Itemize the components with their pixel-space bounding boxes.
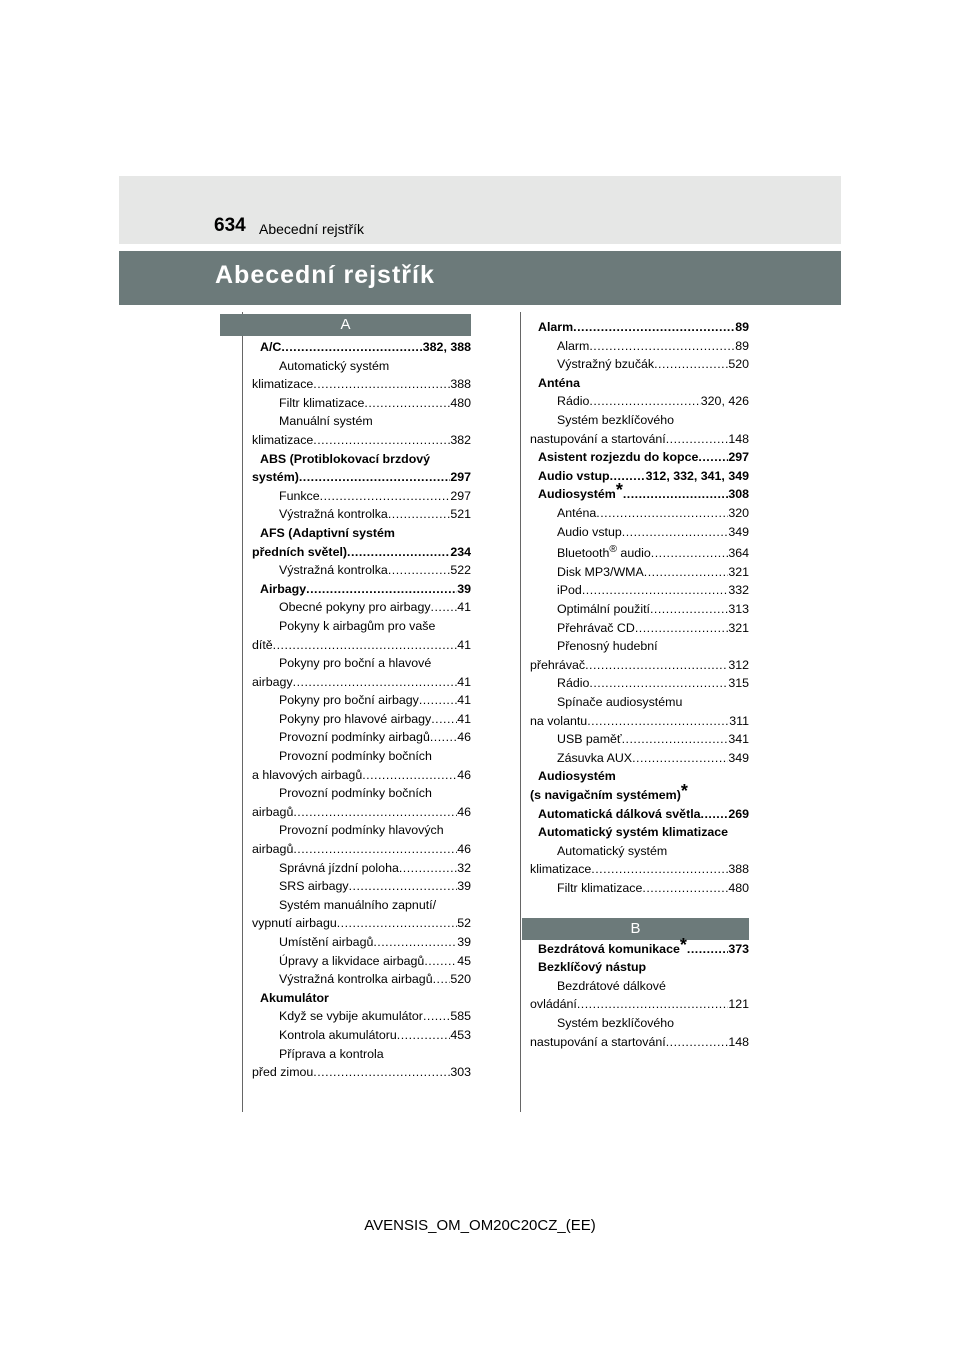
dot-leader xyxy=(273,636,458,655)
entry-term: Automatická dálková světla xyxy=(538,806,701,821)
page-reference: 332 xyxy=(728,583,749,598)
index-entry xyxy=(530,934,749,959)
index-entry xyxy=(530,619,749,638)
dot-leader xyxy=(293,673,458,692)
index-entry xyxy=(252,505,471,524)
entry-term: systém) xyxy=(252,470,299,485)
dot-leader xyxy=(642,879,728,898)
section-banner xyxy=(119,251,841,305)
entry-term: Audio vstup xyxy=(557,524,622,539)
entry-term: Filtr klimatizace xyxy=(557,880,643,895)
page-reference: 480 xyxy=(450,395,471,410)
dot-leader xyxy=(430,728,457,747)
dot-leader xyxy=(596,504,728,523)
index-entry xyxy=(252,766,471,785)
dot-leader xyxy=(644,563,729,582)
dot-leader xyxy=(687,940,728,959)
dot-leader xyxy=(431,710,457,729)
entry-term: Anténa xyxy=(557,505,597,520)
entry-term: Systém bezklíčového xyxy=(557,1015,675,1030)
entry-term: Optimální použití xyxy=(557,602,650,617)
index-entry-text xyxy=(252,412,471,431)
running-title: Abecední rejstřík xyxy=(259,221,365,237)
page-reference: 121 xyxy=(728,997,749,1012)
entry-term: Bezklíčový nástup xyxy=(538,960,647,975)
dot-leader xyxy=(281,338,422,357)
entry-term: Audiosystém xyxy=(538,769,616,784)
entry-term: Alarm xyxy=(557,338,590,353)
dot-leader xyxy=(349,877,458,896)
index-entry xyxy=(252,877,471,896)
index-entry xyxy=(252,580,471,599)
dot-leader xyxy=(423,1007,450,1026)
index-entry-text xyxy=(530,977,749,996)
entry-term: Akumulátor xyxy=(260,990,329,1005)
entry-term: Pokyny pro boční airbagy xyxy=(279,693,419,708)
page-reference: 41 xyxy=(457,711,471,726)
index-entry xyxy=(252,561,471,580)
index-entry xyxy=(530,749,749,768)
index-entry-text xyxy=(530,637,749,656)
dot-leader xyxy=(573,318,735,337)
entry-term: airbagů xyxy=(252,842,294,857)
index-entry xyxy=(530,879,749,898)
index-entry xyxy=(252,431,471,450)
index-entry xyxy=(530,995,749,1014)
page-reference: 520 xyxy=(728,357,749,372)
page-reference: 52 xyxy=(457,916,471,931)
entry-term: Provozní podmínky bočních xyxy=(279,786,432,801)
dot-leader xyxy=(293,840,457,859)
page-reference: 521 xyxy=(450,507,471,522)
page-reference: 89 xyxy=(735,320,749,334)
page-reference: 41 xyxy=(457,674,471,689)
entry-term: Výstražná kontrolka xyxy=(279,563,388,578)
dot-leader xyxy=(632,749,728,768)
page-reference: 349 xyxy=(728,750,749,765)
entry-term: Pokyny pro boční a hlavové xyxy=(279,656,432,671)
entry-term: vypnutí airbagu xyxy=(252,916,337,931)
index-entry-text xyxy=(252,821,471,840)
entry-term: USB paměť xyxy=(557,732,622,747)
index-entry xyxy=(530,448,749,467)
index-entry xyxy=(530,805,749,824)
entry-term: Alarm xyxy=(538,320,574,334)
index-entry-text xyxy=(252,617,471,636)
index-entry-text xyxy=(252,1045,471,1064)
page-reference: 45 xyxy=(457,953,471,968)
dot-leader xyxy=(337,914,457,933)
page-reference: 315 xyxy=(728,676,749,691)
entry-term: Automatický systém klimatizace xyxy=(538,825,729,840)
index-entry xyxy=(252,598,471,617)
entry-term: přehrávač xyxy=(530,657,586,672)
section-title: Abecední rejstřík xyxy=(215,261,435,289)
dot-leader xyxy=(293,803,457,822)
dot-leader xyxy=(362,766,457,785)
entry-term: Rádio xyxy=(557,676,590,691)
dot-leader xyxy=(320,487,451,506)
entry-term: Disk MP3/WMA xyxy=(557,564,644,579)
dot-leader xyxy=(651,544,729,563)
dot-leader xyxy=(388,505,451,524)
index-entry xyxy=(252,1026,471,1045)
entry-term: Airbagy xyxy=(260,581,307,596)
index-entry xyxy=(252,914,471,933)
index-entry xyxy=(252,468,471,487)
page-reference: 234 xyxy=(450,544,471,559)
entry-term: Filtr klimatizace xyxy=(279,395,365,410)
page-reference: 148 xyxy=(728,431,749,446)
entry-term: a hlavových airbagů xyxy=(252,767,363,782)
index-entry xyxy=(530,392,749,411)
entry-term: Systém bezklíčového xyxy=(557,412,675,427)
entry-term: Anténa xyxy=(538,375,580,390)
entry-term: nastupování a startování xyxy=(530,431,666,446)
index-entry xyxy=(530,581,749,600)
superscript-mark: ® xyxy=(609,544,617,556)
entry-term: iPod xyxy=(557,583,582,598)
index-entry-text xyxy=(252,654,471,673)
dot-leader xyxy=(654,355,728,374)
page-reference: 388 xyxy=(728,862,749,877)
page-reference: 46 xyxy=(457,804,471,819)
column-divider-left xyxy=(242,312,243,1112)
entry-term: Příprava a kontrola xyxy=(279,1046,384,1061)
entry-term: airbagů xyxy=(252,804,294,819)
page-reference: 39 xyxy=(457,581,471,596)
page-reference: 269 xyxy=(728,806,749,821)
index-list-a-continued xyxy=(530,318,749,898)
dot-leader xyxy=(582,581,729,600)
page-reference: 46 xyxy=(457,767,471,782)
entry-term: airbagy xyxy=(252,674,293,689)
dot-leader xyxy=(701,805,729,824)
dot-leader xyxy=(698,448,728,467)
index-entry-text xyxy=(530,842,749,861)
entry-term: Obecné pokyny pro airbagy xyxy=(279,600,431,615)
index-entry xyxy=(252,673,471,692)
index-entry-text xyxy=(252,989,471,1008)
page-reference: 46 xyxy=(457,730,471,745)
index-entry xyxy=(252,487,471,506)
entry-term: Výstražná kontrolka airbagů xyxy=(279,972,433,987)
page-reference: 89 xyxy=(735,338,749,353)
entry-term: Manuální systém xyxy=(279,414,373,429)
entry-term: Úpravy a likvidace airbagů xyxy=(279,953,425,968)
page-reference: 41 xyxy=(457,693,471,708)
index-list-a xyxy=(252,338,471,1082)
entry-term: Asistent rozjezdu do kopce xyxy=(538,450,699,465)
entry-term: Umístění airbagů xyxy=(279,935,374,949)
index-entry-text xyxy=(252,896,471,915)
index-entry xyxy=(530,674,749,693)
entry-term: Provozní podmínky hlavových xyxy=(279,823,444,838)
page-reference: 41 xyxy=(457,637,471,652)
index-column-1 xyxy=(252,316,471,1082)
index-entry xyxy=(252,840,471,859)
dot-leader xyxy=(587,712,729,731)
page-reference: 303 xyxy=(450,1065,471,1080)
page-reference: 312, 332, 341, 349 xyxy=(645,468,749,483)
entry-term: Výstražná kontrolka xyxy=(279,507,388,522)
index-entry-text xyxy=(252,357,471,376)
dot-leader xyxy=(313,1063,450,1082)
dot-leader xyxy=(364,394,450,413)
index-entry xyxy=(252,691,471,710)
index-entry xyxy=(252,710,471,729)
entry-term: klimatizace xyxy=(252,432,314,447)
entry-term: AFS (Adaptivní systém xyxy=(260,525,395,540)
entry-term: A/C xyxy=(260,340,282,354)
page-reference: 321 xyxy=(728,620,749,635)
dot-leader xyxy=(424,952,457,971)
entry-term: Pokyny pro hlavové airbagy xyxy=(279,711,432,726)
entry-term: Rádio xyxy=(557,394,590,409)
dot-leader xyxy=(299,468,450,487)
page-reference: 32 xyxy=(457,860,471,875)
page-reference: 311 xyxy=(729,713,749,728)
dot-leader xyxy=(313,375,450,394)
page-reference: 373 xyxy=(728,941,749,956)
index-entry xyxy=(252,803,471,822)
page-reference: 522 xyxy=(450,563,471,578)
page-reference: 453 xyxy=(450,1027,471,1042)
page-reference: 364 xyxy=(728,546,749,561)
dot-leader xyxy=(373,933,457,952)
entry-term: ABS (Protiblokovací brzdový xyxy=(260,451,431,466)
dot-leader xyxy=(591,860,728,879)
entry-term: klimatizace xyxy=(252,377,314,392)
page-reference: 585 xyxy=(450,1009,471,1024)
entry-term: Bezdrátová komunikace* xyxy=(538,934,687,956)
index-entry-text xyxy=(530,958,749,977)
index-entry xyxy=(530,355,749,374)
index-column-2 xyxy=(530,318,749,1051)
dot-leader xyxy=(431,598,458,617)
entry-term: Kontrola akumulátoru xyxy=(279,1027,397,1042)
index-entry-text xyxy=(530,411,749,430)
entry-term: Výstražný bzučák xyxy=(557,357,655,372)
entry-term: dítě xyxy=(252,637,273,652)
page-reference: 382 xyxy=(450,432,471,447)
page-reference: 46 xyxy=(457,842,471,857)
entry-term: Spínače audiosystému xyxy=(557,695,683,709)
entry-term: na volantu xyxy=(530,713,588,728)
entry-term: Přehrávač CD xyxy=(557,620,635,635)
superscript-mark: * xyxy=(679,934,687,955)
index-entry xyxy=(252,970,471,989)
page-reference: 308 xyxy=(728,487,749,502)
index-entry-text xyxy=(530,780,749,805)
index-entry xyxy=(252,375,471,394)
index-entry xyxy=(530,730,749,749)
entry-term: Provozní podmínky airbagů xyxy=(279,730,430,745)
page-reference: 297 xyxy=(450,488,471,503)
page-reference: 41 xyxy=(457,600,471,615)
index-entry-text xyxy=(530,767,749,786)
dot-leader xyxy=(577,995,728,1014)
letter-heading-a: A xyxy=(220,314,471,336)
dot-leader xyxy=(585,656,728,675)
entry-term: předních světel) xyxy=(252,544,348,559)
page-reference: 388 xyxy=(450,377,471,392)
entry-term: Funkce xyxy=(279,488,320,503)
index-entry xyxy=(530,563,749,582)
entry-term: klimatizace xyxy=(530,862,592,877)
dot-leader xyxy=(589,337,735,356)
index-entry xyxy=(530,541,749,563)
entry-term: Přenosný hudební xyxy=(557,639,658,654)
entry-term: SRS airbagy xyxy=(279,879,349,894)
index-entry xyxy=(252,543,471,562)
dot-leader xyxy=(589,674,728,693)
index-entry xyxy=(530,480,749,504)
page-reference: 349 xyxy=(728,524,749,539)
dot-leader xyxy=(666,1033,729,1052)
page-reference: 480 xyxy=(728,880,749,895)
page-reference: 312 xyxy=(728,657,749,672)
index-entry xyxy=(530,600,749,619)
entry-term: Audiosystém* xyxy=(538,480,623,502)
entry-term: Pokyny k airbagům pro vaše xyxy=(279,618,436,633)
index-entry xyxy=(530,430,749,449)
index-entry xyxy=(530,1033,749,1052)
letter-heading-b: B xyxy=(522,918,749,940)
index-entry-text xyxy=(530,1014,749,1033)
entry-term: ovládání xyxy=(530,997,577,1012)
index-entry-text xyxy=(530,823,749,842)
entry-term: Audio vstup xyxy=(538,468,610,483)
dot-leader xyxy=(433,970,451,989)
dot-leader xyxy=(666,430,729,449)
index-entry xyxy=(530,337,749,356)
page-reference: 321 xyxy=(728,564,749,579)
dot-leader xyxy=(622,523,729,542)
index-entry xyxy=(530,523,749,542)
dot-leader xyxy=(306,580,457,599)
index-entry xyxy=(530,712,749,731)
entry-term: Bluetooth® audio xyxy=(557,544,651,561)
entry-term: Automatický systém xyxy=(279,358,390,373)
page-reference: 320 xyxy=(728,505,749,520)
page-reference: 382, 388 xyxy=(422,340,471,354)
entry-term: Systém manuálního zapnutí/ xyxy=(279,897,437,912)
dot-leader xyxy=(397,1026,451,1045)
index-entry-text xyxy=(252,747,471,766)
entry-term: Správná jízdní poloha xyxy=(279,860,399,875)
page-reference: 313 xyxy=(728,602,749,617)
index-list-b xyxy=(530,934,749,1052)
entry-term: před zimou xyxy=(252,1065,314,1080)
superscript-mark: * xyxy=(615,480,623,501)
column-divider-right xyxy=(520,312,521,1112)
index-entry-text xyxy=(530,374,749,393)
page-reference: 297 xyxy=(450,470,471,485)
dot-leader xyxy=(399,859,457,878)
index-entry xyxy=(252,338,471,357)
index-entry xyxy=(252,1007,471,1026)
document-code: AVENSIS_OM_OM20C20CZ_(EE) xyxy=(364,1217,596,1234)
dot-leader xyxy=(635,619,729,638)
index-entry-text xyxy=(252,524,471,543)
entry-term: Provozní podmínky bočních xyxy=(279,749,432,764)
page-reference: 320, 426 xyxy=(700,394,749,409)
page-reference: 39 xyxy=(457,879,471,894)
index-entry xyxy=(252,394,471,413)
dot-leader xyxy=(347,543,450,562)
index-entry-text xyxy=(252,450,471,469)
superscript-mark: * xyxy=(680,780,688,801)
index-entry xyxy=(252,1063,471,1082)
dot-leader xyxy=(623,485,728,504)
page-reference: 39 xyxy=(457,935,471,949)
index-entry xyxy=(530,860,749,879)
dot-leader xyxy=(419,691,457,710)
dot-leader xyxy=(622,730,729,749)
index-entry xyxy=(530,656,749,675)
index-entry xyxy=(252,952,471,971)
entry-term: nastupování a startování xyxy=(530,1034,666,1049)
page-reference: 520 xyxy=(450,972,471,987)
dot-leader xyxy=(388,561,451,580)
page-number: 634 xyxy=(214,215,246,236)
index-entry xyxy=(252,636,471,655)
index-entry xyxy=(252,728,471,747)
entry-term: Automatický systém xyxy=(557,843,668,858)
dot-leader xyxy=(650,600,728,619)
entry-term: Když se vybije akumulátor xyxy=(279,1009,423,1024)
index-entry xyxy=(530,318,749,337)
entry-term: Zásuvka AUX xyxy=(557,750,633,765)
index-entry-text xyxy=(530,693,749,712)
entry-term: (s navigačním systémem)* xyxy=(530,780,688,802)
index-entry xyxy=(252,933,471,952)
page-reference: 341 xyxy=(728,732,749,747)
index-entry-text xyxy=(252,784,471,803)
index-entry xyxy=(530,504,749,523)
page-reference: 148 xyxy=(728,1034,749,1049)
index-entry xyxy=(530,467,749,486)
dot-leader xyxy=(589,392,700,411)
entry-term: Bezdrátové dálkové xyxy=(557,978,666,993)
page-reference: 297 xyxy=(728,450,749,465)
index-entry xyxy=(252,859,471,878)
dot-leader xyxy=(313,431,450,450)
